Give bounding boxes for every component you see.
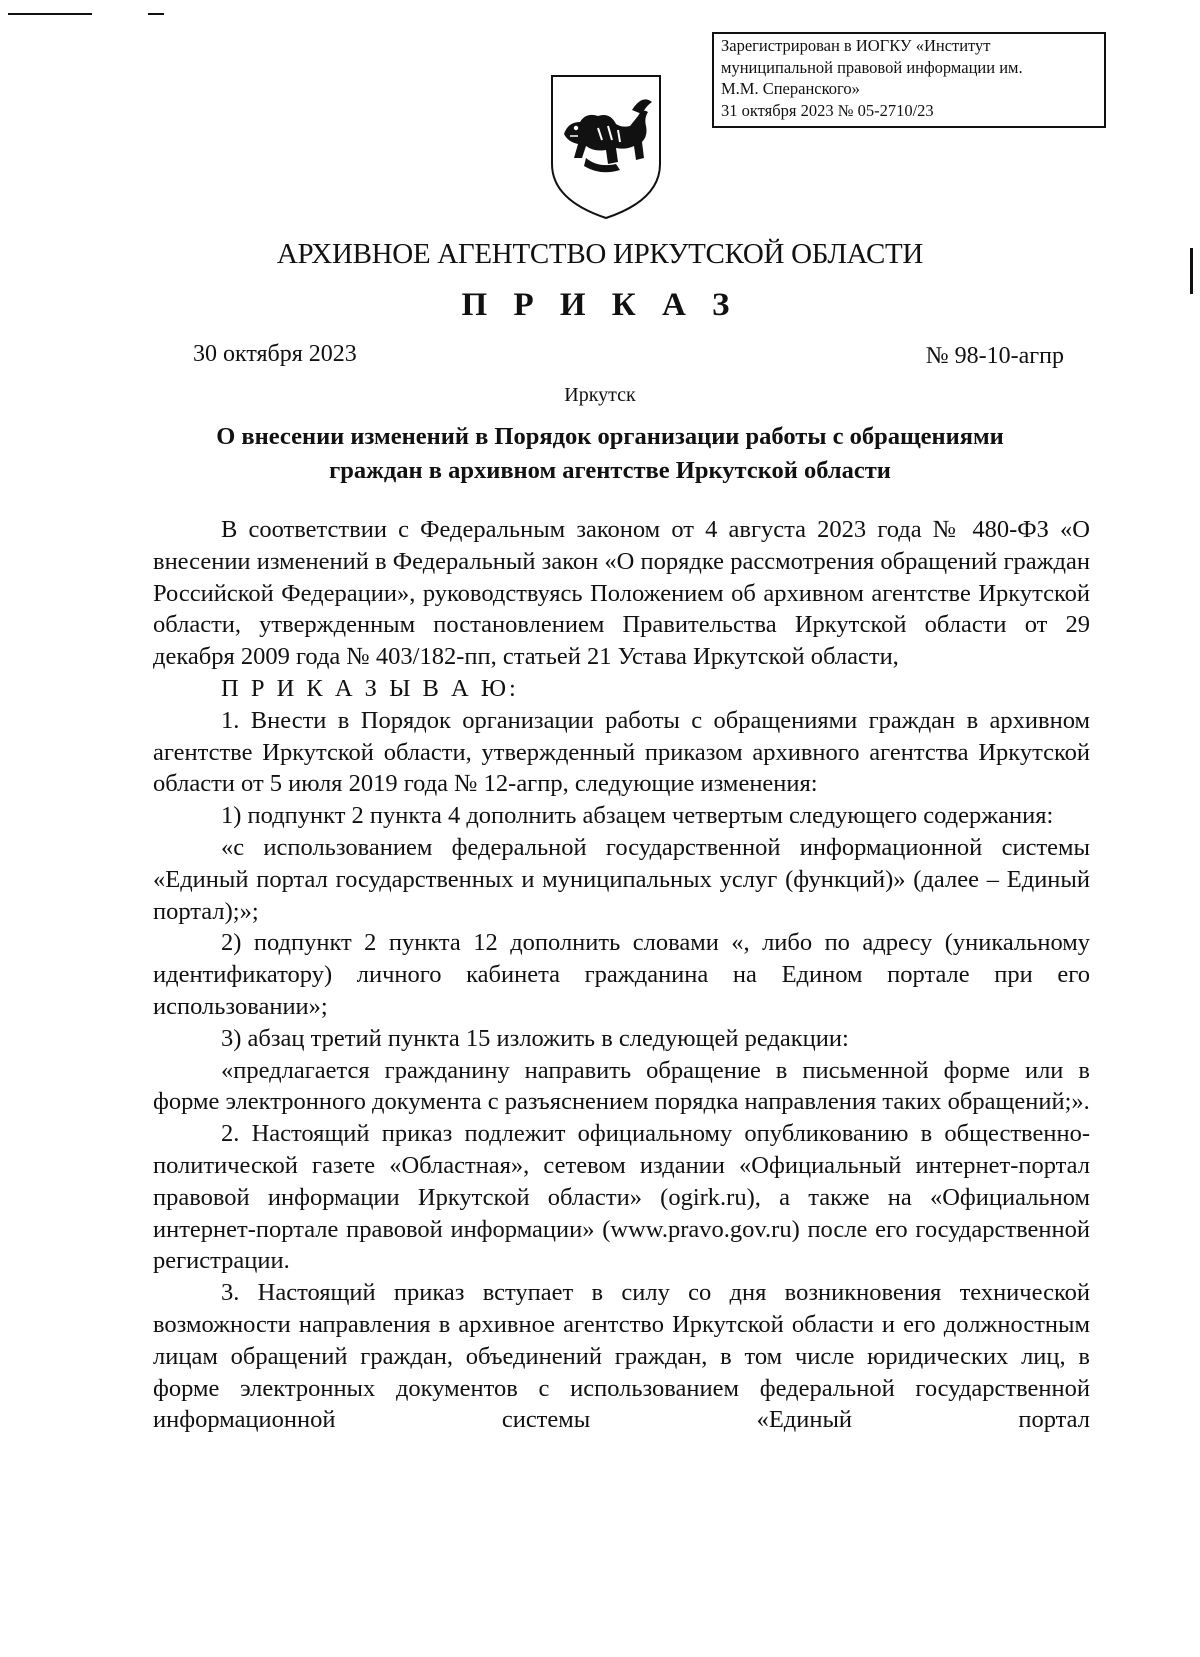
document-body — [153, 514, 1090, 1436]
body-paragraph: 3. Настоящий приказ вступает в силу со дня возникновения технической возможности направления в архивное агентство Иркутской области и его должностным лицам обращений граждан, объединений граждан, в том числе юридических лиц, в форме электронных документов с использованием федеральной государственной информационной системы «Единый портал — [153, 1279, 1090, 1434]
document-number: № 98-10-агпр — [925, 343, 1064, 369]
registration-line: муниципальной правовой информации им. — [721, 57, 1023, 77]
document-type-title: П Р И К А З — [461, 287, 739, 323]
document-date: 30 октября 2023 — [193, 341, 357, 367]
registration-stamp — [712, 32, 1106, 128]
body-paragraph: 3) абзац третий пункта 15 изложить в следующей редакции: — [221, 1024, 849, 1052]
registration-line: М.М. Сперанского» — [721, 79, 860, 98]
document-city: Иркутск — [564, 384, 636, 406]
registration-line: Зарегистрирован в ИОГКУ «Институт — [721, 36, 991, 55]
body-paragraph: В соответствии с Федеральным законом от 4 августа 2023 года № 480-ФЗ «О внесении изменений в Федеральный закон «О порядке рассмотрения обращений граждан Российской Федерации», руководствуясь Положением об архивном агентстве Иркутской области, утвержденным постановлением Правительства Иркутской области от 29 декабря 2009 года № 403/182-пп, статьей 21 Устава Иркутской области, — [153, 516, 1090, 671]
scan-artifact-line — [148, 13, 164, 15]
body-paragraph: «предлагается гражданину направить обращение в письменной форме или в форме электронного документа с разъяснением порядка направления таких обращений;». — [153, 1056, 1090, 1116]
subject-line: граждан в архивном агентстве Иркутской области — [329, 457, 891, 484]
subject-line: О внесении изменений в Порядок организации работы с обращениями — [216, 423, 1004, 450]
coat-of-arms-svg — [546, 72, 666, 222]
document-subject — [140, 420, 1080, 488]
scan-artifact-line — [8, 13, 92, 15]
body-paragraph: «с использованием федеральной государственной информационной системы «Единый портал государственных и муниципальных услуг (функций)» (далее – Единый портал);»; — [153, 833, 1090, 925]
body-paragraph: 2) подпункт 2 пункта 12 дополнить словами «, либо по адресу (уникальному идентификатору) личного кабинета гражданина на Едином портале при его использовании»; — [153, 929, 1090, 1020]
order-directive: П Р И К А З Ы В А Ю: — [221, 674, 519, 702]
body-paragraph: 2. Настоящий приказ подлежит официальному опубликованию в общественно-политической газете «Областная», сетевом издании «Официальный интернет-портал правовой информации Иркутской области» (ogirk.ru), а также на «Официальном интернет-портале правовой информации» (www.pravo.gov.ru) после его государственной регистрации. — [153, 1120, 1090, 1275]
irkutsk-coat-of-arms-icon — [546, 72, 666, 222]
body-paragraph: 1. Внести в Порядок организации работы с обращениями граждан в архивном агентстве Иркутской области, утвержденный приказом архивного агентства Иркутской области от 5 июля 2019 года № 12-агпр, следующие изменения: — [153, 706, 1090, 798]
body-paragraph: 1) подпункт 2 пункта 4 дополнить абзацем четвертым следующего содержания: — [221, 802, 1054, 830]
registration-line: 31 октября 2023 № 05-2710/23 — [721, 100, 934, 120]
agency-name: АРХИВНОЕ АГЕНТСТВО ИРКУТСКОЙ ОБЛАСТИ — [276, 238, 924, 270]
